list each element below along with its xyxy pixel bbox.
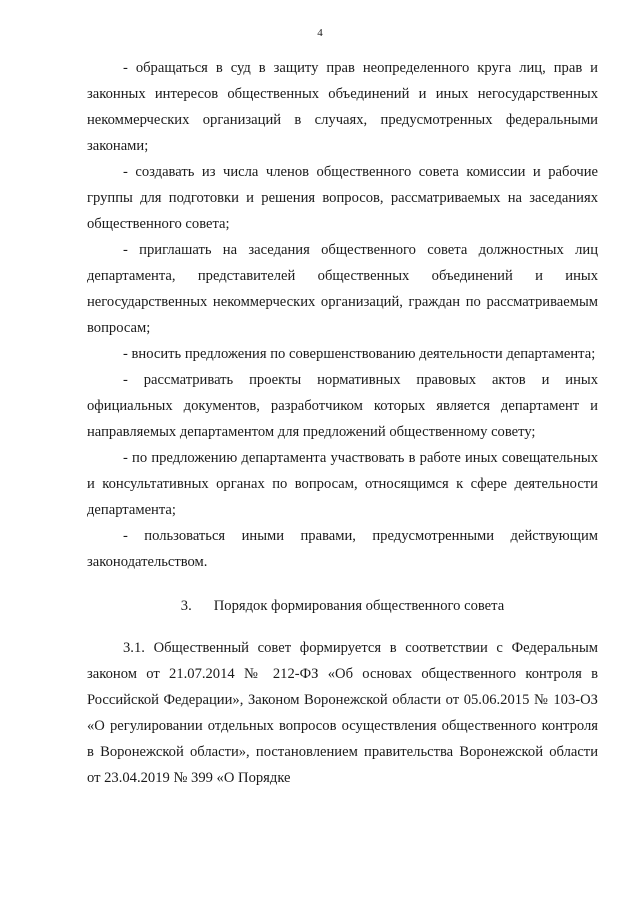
- list-item: - пользоваться иными правами, предусмотренными действующим законодательством.: [87, 528, 598, 570]
- list-item: - рассматривать проекты нормативных правовых актов и иных официальных документов, разработчиком которых является департамент и направляемых департаментом для предложений общественному совету;: [87, 372, 598, 440]
- section-title: Порядок формирования общественного совета: [213, 598, 505, 614]
- section-number: 3.: [180, 598, 192, 614]
- list-item: - по предложению департамента участвовать в работе иных совещательных и консультативных органах по вопросам, относящимся к сфере деятельности департамента;: [87, 450, 598, 518]
- list-item: - обращаться в суд в защиту прав неопределенного круга лиц, прав и законных интересов общественных объединений и иных негосударственных некоммерческих организаций в случаях, предусмотренных федеральными законами;: [87, 60, 598, 154]
- page-number: 4: [317, 27, 323, 39]
- document-body: [87, 55, 598, 791]
- clause-paragraph: 3.1. Общественный совет формируется в соответствии с Федеральным законом от 21.07.2014 № 212-ФЗ «Об основах общественного контроля в Российской Федерации», Законом Воронежской области от 05.06.2015 № 103-ОЗ «О регулировании отдельных вопросов осуществления общественного контроля в Воронежской области», постановлением правительства Воронежской области от 23.04.2019 № 399 «О Порядке: [87, 640, 598, 786]
- section-heading: [87, 593, 598, 619]
- list-item: - приглашать на заседания общественного совета должностных лиц департамента, представителей общественных объединений и иных негосударственных некоммерческих организаций, граждан по рассматриваемым вопросам;: [87, 242, 598, 336]
- list-item: - вносить предложения по совершенствованию деятельности департамента;: [123, 346, 596, 362]
- list-item: - создавать из числа членов общественного совета комиссии и рабочие группы для подготовки и решения вопросов, рассматриваемых на заседаниях общественного совета;: [87, 164, 598, 232]
